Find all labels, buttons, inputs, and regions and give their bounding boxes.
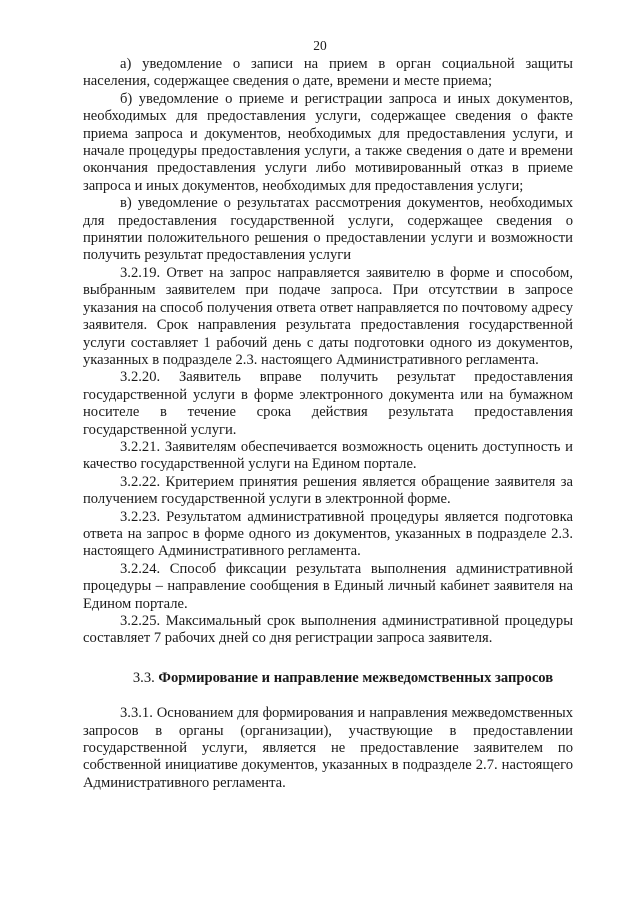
document-body [83, 56, 573, 792]
paragraph-a: а) уведомление о записи на прием в орган социальной защиты населения, содержащее сведения о дате, времени и месте приема; [83, 56, 573, 90]
spacer [83, 687, 573, 705]
paragraph-3-2-24: 3.2.24. Способ фиксации результата выполнения административной процедуры – направление сообщения в Единый личный кабинет заявителя на Едином портале. [83, 560, 573, 612]
paragraph-3-2-23: 3.2.23. Результатом административной процедуры является подготовка ответа на запрос в форме одного из документов, указанных в подразделе 2.3. настоящего Административного регламента. [83, 508, 573, 560]
paragraph-b: б) уведомление о приеме и регистрации запроса и иных документов, необходимых для предоставления услуги, содержащее сведения о факте приема запроса и документов, необходимых для предоставления услуги, и начале процедуры предоставления услуги, а также сведения о дате и времени окончания предоставления услуги либо мотивированный отказ в приеме запроса и иных документов, необходимых для предоставления услуги; [83, 90, 573, 194]
paragraph-3-2-25: 3.2.25. Максимальный срок выполнения административной процедуры составляет 7 рабочих дней со дня регистрации запроса заявителя. [83, 613, 573, 647]
paragraph-3-2-21: 3.2.21. Заявителям обеспечивается возможность оценить доступность и качество государственной услуги на Едином портале. [83, 438, 573, 473]
section-heading-title: Формирование и направление межведомственных запросов [158, 669, 554, 686]
paragraph-3-2-22: 3.2.22. Критерием принятия решения является обращение заявителя за получением государственной услуги в электронной форме. [83, 473, 573, 508]
paragraph-3-2-20: 3.2.20. Заявитель вправе получить результат предоставления государственной услуги в форме электронного документа или на бумажном носителе в течение срока действия результата предоставления государственной услуги. [83, 369, 573, 438]
paragraph-3-3-1: 3.3.1. Основанием для формирования и направления межведомственных запросов в органы (организации), участвующие в предоставлении государственной услуги, является не предоставление заявителем по собственной инициативе документов, указанных в подразделе 2.7. настоящего Административного регламента. [83, 705, 573, 791]
paragraph-3-2-19: 3.2.19. Ответ на запрос направляется заявителю в форме и способом, выбранным заявителем при подаче запроса. При отсутствии в запросе указания на способ получения ответа ответ направляется по почтовому адресу заявителя. Срок направления результата предоставления государственной услуги составляет 1 рабочий день с даты подготовки одного из документов, указанных в подразделе 2.3. настоящего Административного регламента. [83, 264, 573, 368]
paragraph-v: в) уведомление о результатах рассмотрения документов, необходимых для предоставления государственной услуги, содержащее сведения о принятии положительного решения о предоставлении услуги и возможности получить результат предоставления услуги [83, 195, 573, 264]
section-heading [83, 670, 573, 687]
page-number: 20 [313, 38, 327, 53]
section-heading-number: 3.3. [132, 669, 155, 686]
spacer [83, 648, 573, 670]
